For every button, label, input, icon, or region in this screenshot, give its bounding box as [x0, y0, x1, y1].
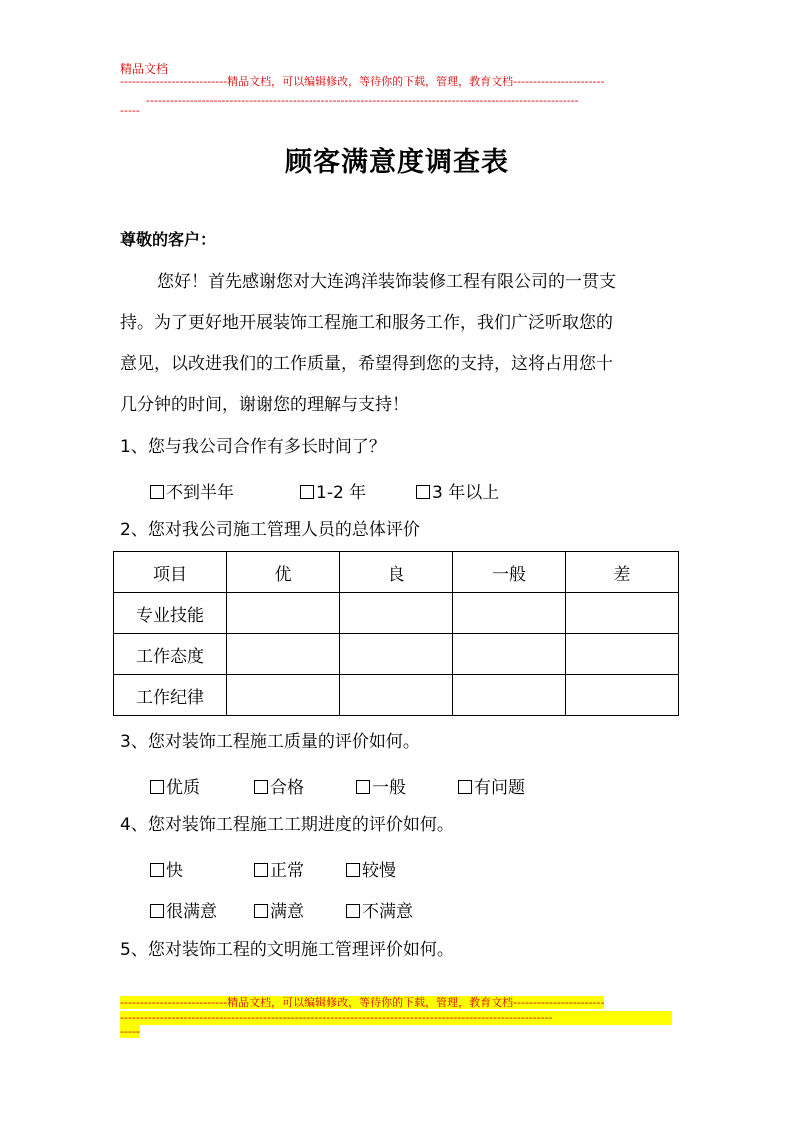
greeting: 尊敬的客户：: [120, 230, 217, 249]
rating-cell[interactable]: [453, 634, 566, 675]
rating-cell[interactable]: [227, 634, 340, 675]
intro-line-2: 持。为了更好地开展装饰工程施工和服务工作，我们广泛听取您的: [120, 313, 613, 333]
page-title: 顾客满意度调查表: [285, 147, 509, 178]
table-header-cell: 优: [227, 552, 340, 593]
table-header-cell: 项目: [114, 552, 227, 593]
checkbox[interactable]: [150, 863, 164, 877]
checkbox[interactable]: [356, 780, 370, 794]
checkbox[interactable]: [346, 904, 360, 918]
header-dashes-tail: -----: [120, 104, 140, 117]
table-header-row: [114, 552, 679, 593]
table-header-cell: 一般: [453, 552, 566, 593]
checkbox[interactable]: [254, 780, 268, 794]
rating-cell[interactable]: [227, 675, 340, 716]
footer-banner: ---------------------------精品文档，可以编辑修改，等待你的下载，管理，教育文档-----------------------: [120, 996, 605, 1009]
q4-option[interactable]: 满意: [254, 897, 304, 922]
table-row: [114, 593, 679, 634]
q4-option[interactable]: 不满意: [346, 897, 413, 922]
row-label: 专业技能: [114, 593, 227, 634]
checkbox[interactable]: [254, 863, 268, 877]
row-label: 工作纪律: [114, 675, 227, 716]
rating-cell[interactable]: [340, 593, 453, 634]
table-header-cell: 差: [566, 552, 679, 593]
q1-option[interactable]: 1-2 年: [300, 478, 366, 503]
header-tag: 精品文档: [120, 62, 169, 76]
rating-cell[interactable]: [566, 593, 679, 634]
q1-option[interactable]: 3 年以上: [416, 478, 499, 503]
checkbox[interactable]: [416, 485, 430, 499]
checkbox[interactable]: [150, 485, 164, 499]
row-label: 工作态度: [114, 634, 227, 675]
q1-option[interactable]: 不到半年: [150, 478, 234, 503]
table-header-cell: 良: [340, 552, 453, 593]
table-row: [114, 634, 679, 675]
question-1: 1、您与我公司合作有多长时间了？: [120, 437, 386, 457]
footer-dashes: -------------------------------------------------------------------------------------------------------------: [120, 1011, 672, 1025]
intro-line-4: 几分钟的时间，谢谢您的理解与支持！: [120, 395, 409, 415]
footer-dashes-tail: -----: [120, 1025, 140, 1038]
header-dashes: -------------------------------------------------------------------------------------------------------------: [146, 94, 579, 107]
rating-cell[interactable]: [227, 593, 340, 634]
checkbox[interactable]: [254, 904, 268, 918]
checkbox[interactable]: [150, 780, 164, 794]
q4-option[interactable]: 较慢: [346, 856, 396, 881]
q3-option[interactable]: 一般: [356, 773, 406, 798]
q3-option[interactable]: 有问题: [458, 773, 525, 798]
checkbox[interactable]: [458, 780, 472, 794]
question-5: 5、您对装饰工程的文明施工管理评价如何。: [120, 940, 454, 960]
q3-option[interactable]: 优质: [150, 773, 200, 798]
checkbox[interactable]: [300, 485, 314, 499]
rating-cell[interactable]: [453, 675, 566, 716]
rating-cell[interactable]: [566, 634, 679, 675]
rating-cell[interactable]: [340, 634, 453, 675]
evaluation-table: [113, 551, 679, 716]
rating-cell[interactable]: [566, 675, 679, 716]
question-2: 2、您对我公司施工管理人员的总体评价: [120, 520, 420, 540]
question-4: 4、您对装饰工程施工工期进度的评价如何。: [120, 815, 454, 835]
checkbox[interactable]: [346, 863, 360, 877]
question-3: 3、您对装饰工程施工质量的评价如何。: [120, 732, 420, 752]
header-banner: ---------------------------精品文档，可以编辑修改，等待你的下载，管理，教育文档-----------------------: [120, 75, 605, 88]
q3-option[interactable]: 合格: [254, 773, 304, 798]
intro-line-3: 意见，以改进我们的工作质量，希望得到您的支持，这将占用您十: [120, 354, 613, 374]
table-row: [114, 675, 679, 716]
checkbox[interactable]: [150, 904, 164, 918]
rating-cell[interactable]: [340, 675, 453, 716]
q4-option[interactable]: 正常: [254, 856, 304, 881]
rating-cell[interactable]: [453, 593, 566, 634]
q4-option[interactable]: 快: [150, 856, 183, 881]
q4-option[interactable]: 很满意: [150, 897, 217, 922]
intro-line-1: 您好！首先感谢您对大连鸿洋装饰装修工程有限公司的一贯支: [157, 272, 616, 292]
